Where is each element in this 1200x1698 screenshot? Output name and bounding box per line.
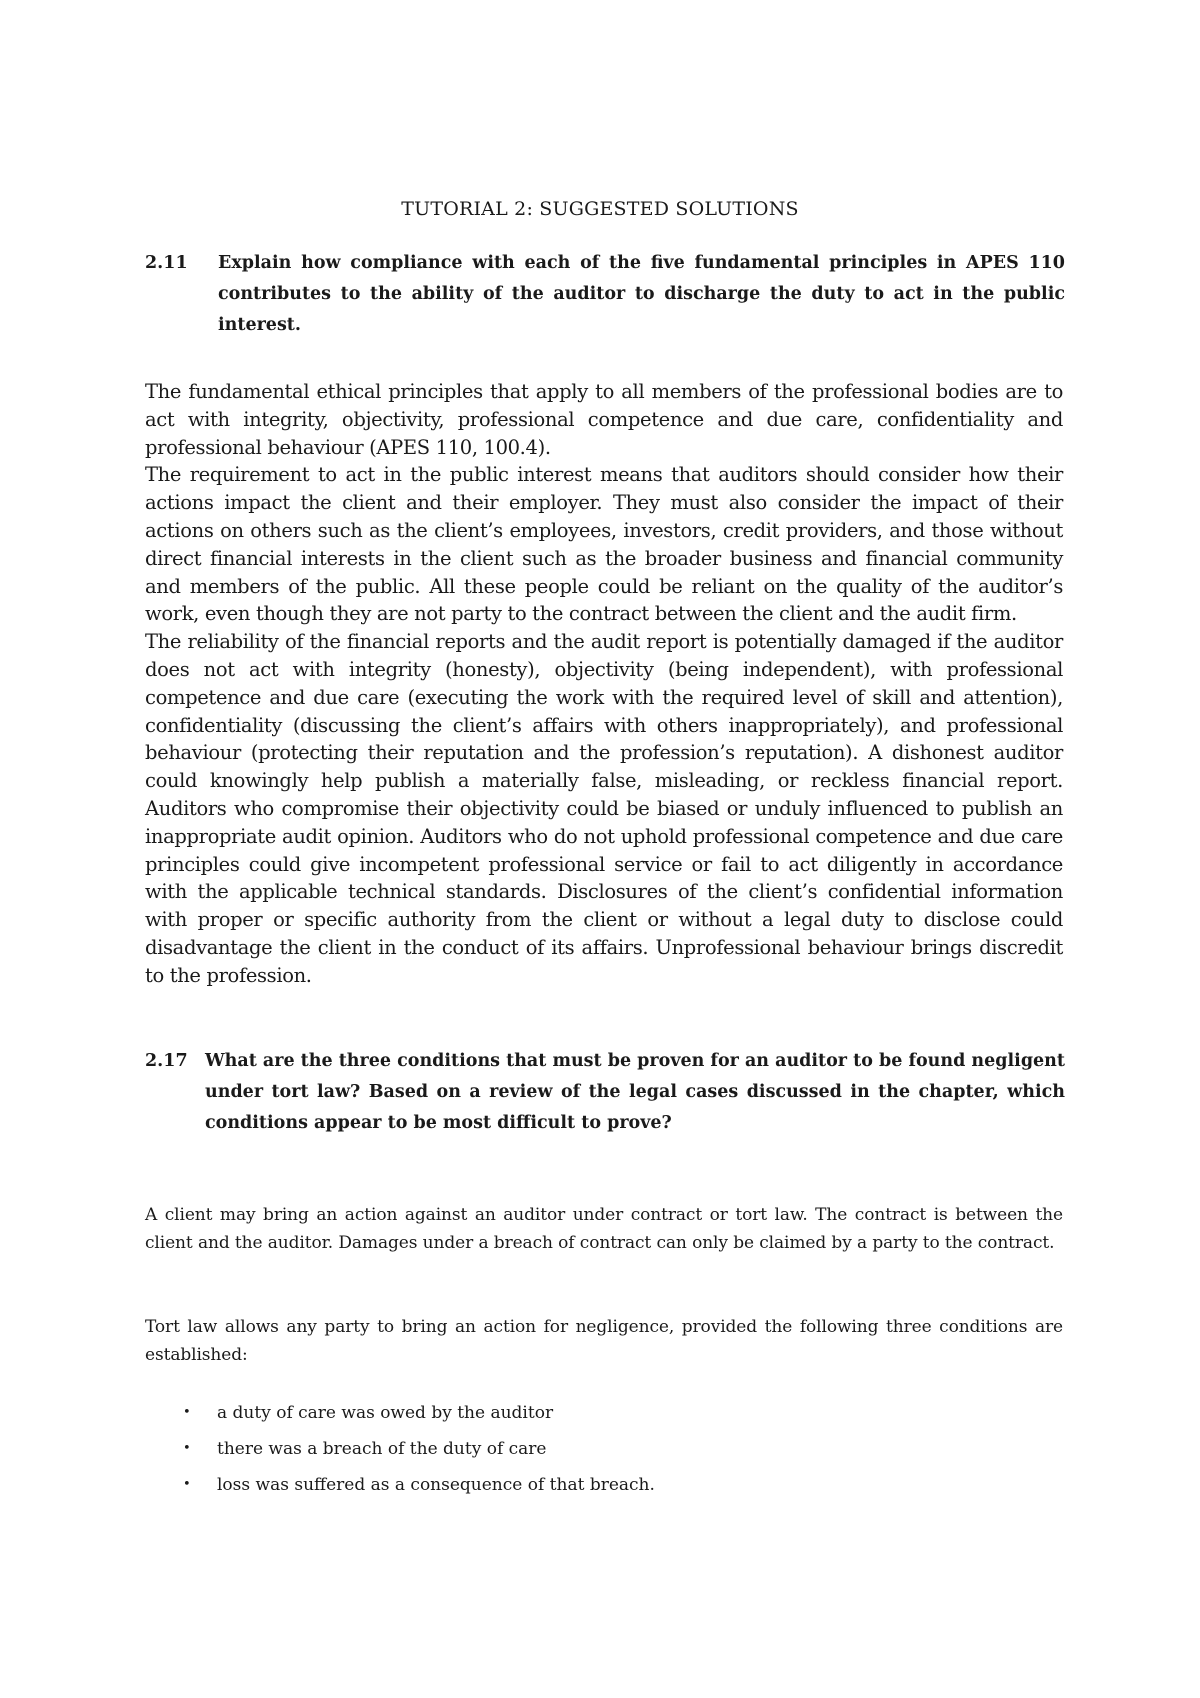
bullet-icon: • — [183, 1441, 191, 1456]
answer-2-11 — [145, 378, 1063, 990]
answer-paragraph: The reliability of the financial reports and the audit report is potentially damaged if the auditor does not act with integrity (honesty), objectivity (being independent), with professional competence and due care (executing the work with the required level of skill and attention), confidentiality (discussing the client’s affairs with others inappropriately), and professional behaviour (protecting their reputation and the profession’s reputation). A dishonest auditor could knowingly help publish a materially false, misleading, or reckless financial report. Auditors who compromise their objectivity could be biased or unduly influenced to publish an inappropriate audit opinion. Auditors who do not uphold professional competence and due care principles could give incompetent professional service or fail to act diligently in accordance with the applicable technical standards. Disclosures of the client’s confidential information with proper or specific authority from the client or without a legal duty to disclose could disadvantage the client in the conduct of its affairs. Unprofessional behaviour brings discredit to the profession. — [145, 630, 1063, 987]
list-item-text: loss was suffered as a consequence of that breach. — [217, 1475, 655, 1495]
list-item-text: a duty of care was owed by the auditor — [217, 1403, 554, 1423]
question-text: Explain how compliance with each of the five fundamental principles in APES 110 contributes to the ability of the auditor to discharge the duty to act in the public interest. — [218, 253, 1065, 335]
page-title: TUTORIAL 2: SUGGESTED SOLUTIONS — [401, 198, 799, 220]
list-item-text: there was a breach of the duty of care — [217, 1439, 547, 1459]
answer-paragraph: A client may bring an action against an auditor under contract or tort law. The contract is between the client and the auditor. Damages under a breach of contract can only be claimed by a party to the contract. — [145, 1205, 1063, 1253]
answer-paragraph: The fundamental ethical principles that apply to all members of the professional bodies are to act with integrity, objectivity, professional competence and due care, confidentiality and professional behaviour (APES 110, 100.4). — [145, 380, 1063, 459]
bullet-icon: • — [183, 1477, 191, 1492]
answer-paragraph: The requirement to act in the public interest means that auditors should consider how their actions impact the client and their employer. They must also consider the impact of their actions on others such as the client’s employees, investors, credit providers, and those without direct financial interests in the client such as the broader business and financial community and members of the public. All these people could be reliant on the quality of the auditor’s work, even though they are not party to the contract between the client and the audit firm. — [145, 463, 1063, 626]
question-number: 2.17 — [145, 1051, 188, 1071]
question-number: 2.11 — [145, 253, 188, 273]
answer-2-17-conditions — [145, 1313, 1063, 1369]
answer-paragraph: Tort law allows any party to bring an action for negligence, provided the following three conditions are established: — [145, 1317, 1063, 1365]
question-2-11 — [145, 248, 1065, 341]
conditions-list — [183, 1395, 1043, 1503]
list-item — [183, 1431, 1043, 1467]
question-2-17 — [145, 1046, 1065, 1139]
answer-2-17-intro — [145, 1201, 1063, 1257]
question-text: What are the three conditions that must be proven for an auditor to be found negligent under tort law? Based on a review of the legal cases discussed in the chapter, which conditions appear to be most difficult to prove? — [205, 1051, 1065, 1133]
list-item — [183, 1467, 1043, 1503]
bullet-icon: • — [183, 1405, 191, 1420]
list-item — [183, 1395, 1043, 1431]
